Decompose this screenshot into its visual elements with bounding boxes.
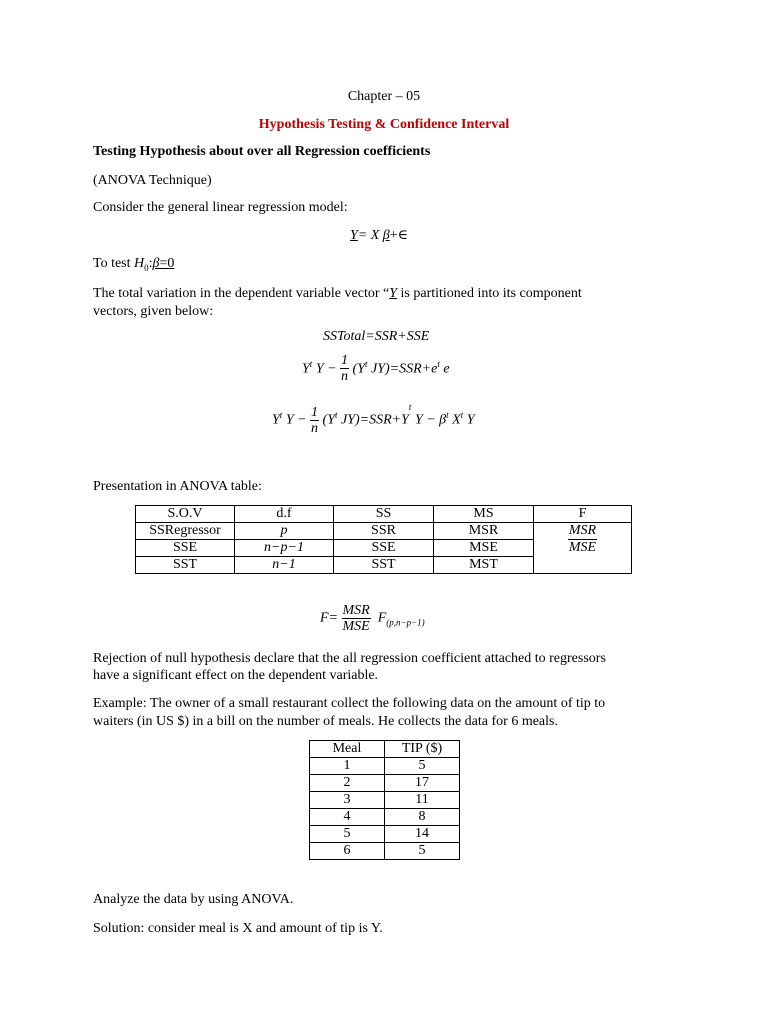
table-cell: 4: [310, 809, 385, 826]
table-cell: SST: [334, 557, 434, 574]
hypothesis-line: To test $H_0:\beta=0$: [93, 256, 175, 273]
table-row: [310, 758, 460, 775]
table-header-row: [310, 741, 460, 758]
variation-text-line1: The total variation in the dependent variable vector “Y is partitioned into its component: [93, 286, 582, 301]
table-cell: 11: [385, 792, 460, 809]
table-cell: 5: [385, 843, 460, 860]
equation-sstotal: SSTotal=SSR+SSE: [323, 329, 430, 344]
table-cell: 17: [385, 775, 460, 792]
equation-decomposition-1: $Y^t$ Y − $\frac{1}{n}$ ($Y^t$ $JY)=SSR+e^t$ e: [302, 353, 450, 384]
equation-decomposition-2: $Y^t$ Y − $\frac{1}{n}$ ($Y^t$ $JY)=SSR+Y^t$ $Y - \beta^t$ $X^t$ Y: [272, 402, 475, 436]
table-cell: MSE: [434, 540, 534, 557]
table-row: [310, 826, 460, 843]
table-row: [310, 843, 460, 860]
header-cell: MS: [434, 506, 534, 523]
f-statistic-equation: F= $\frac{\text{MSR}}{\text{MSE}}$ $F_{(p,n-p-1)}$: [320, 603, 425, 634]
table-cell: p: [235, 523, 334, 540]
f-ratio-cell: [534, 523, 632, 574]
solution-line: Solution: consider meal is X and amount of tip is Y.: [93, 921, 383, 936]
table-cell: MST: [434, 557, 534, 574]
section-heading: Testing Hypothesis about over all Regression coefficients: [93, 144, 431, 159]
table-row: [310, 792, 460, 809]
table-cell: SSE: [334, 540, 434, 557]
page-title: Hypothesis Testing & Confidence Interval: [258, 117, 510, 132]
table-cell: 14: [385, 826, 460, 843]
model-intro: Consider the general linear regression model:: [93, 200, 348, 215]
example-line2: waiters (in US $) in a bill on the number of meals. He collects the data for 6 meals.: [93, 714, 558, 729]
header-cell: S.O.V: [136, 506, 235, 523]
header-cell: TIP ($): [385, 741, 460, 758]
header-cell: d.f: [235, 506, 334, 523]
table-header-row: [136, 506, 632, 523]
table-cell: n−1: [235, 557, 334, 574]
f-denominator: MSE: [568, 540, 597, 555]
table-cell: SSRegressor: [136, 523, 235, 540]
tips-table: [309, 740, 460, 860]
technique-label: (ANOVA Technique): [93, 173, 212, 188]
analyze-instruction: Analyze the data by using ANOVA.: [93, 892, 294, 907]
table-row: [136, 523, 632, 540]
rejection-line2: have a significant effect on the dependent variable.: [93, 668, 379, 683]
example-line1: Example: The owner of a small restaurant collect the following data on the amount of tip to: [93, 696, 606, 711]
table-cell: SSE: [136, 540, 235, 557]
f-numerator: MSR: [568, 523, 597, 538]
table-cell: 2: [310, 775, 385, 792]
table-cell: 6: [310, 843, 385, 860]
table-cell: SST: [136, 557, 235, 574]
anova-table: [135, 505, 632, 574]
header-cell: Meal: [310, 741, 385, 758]
table-cell: 3: [310, 792, 385, 809]
chapter-label: Chapter – 05: [347, 89, 421, 104]
header-cell: F: [534, 506, 632, 523]
table-row: [310, 775, 460, 792]
header-cell: SS: [334, 506, 434, 523]
table-cell: MSR: [434, 523, 534, 540]
variation-text-line2: vectors, given below:: [93, 304, 214, 319]
table-cell: SSR: [334, 523, 434, 540]
model-equation: Y= X β+∈: [350, 228, 409, 243]
anova-intro: Presentation in ANOVA table:: [93, 479, 262, 494]
rejection-line1: Rejection of null hypothesis declare that the all regression coefficient attached to regressors: [93, 651, 606, 666]
table-row: [310, 809, 460, 826]
table-cell: 5: [385, 758, 460, 775]
table-cell: 1: [310, 758, 385, 775]
table-cell: n−p−1: [235, 540, 334, 557]
table-cell: 8: [385, 809, 460, 826]
table-cell: 5: [310, 826, 385, 843]
